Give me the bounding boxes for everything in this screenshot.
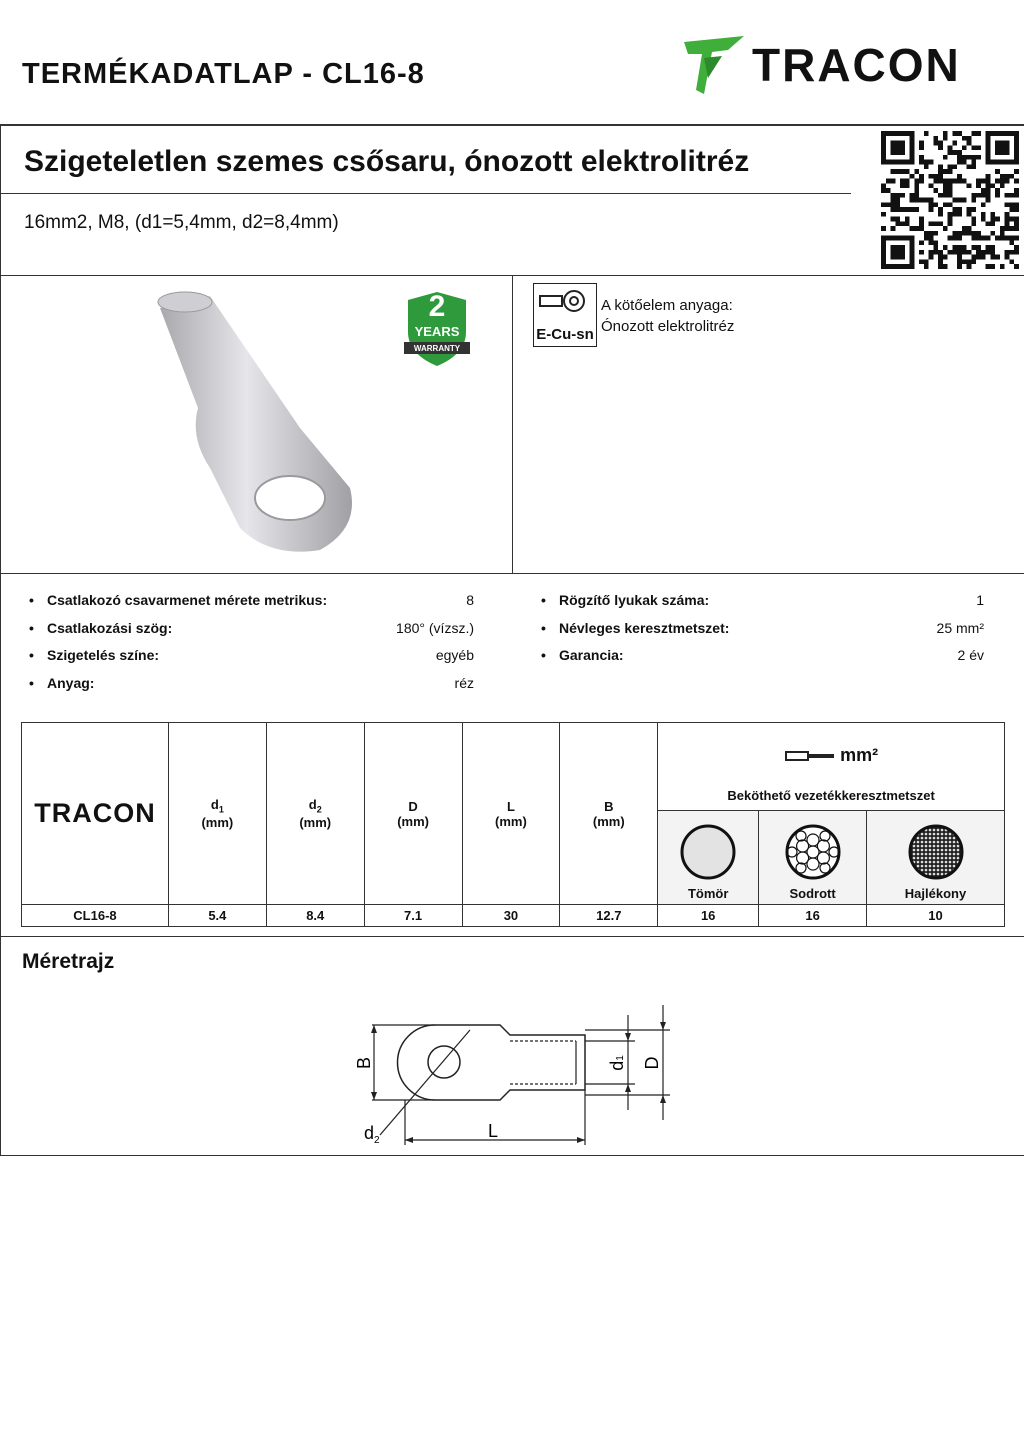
bullet-icon: •	[541, 647, 546, 663]
product-image	[150, 288, 370, 558]
col-header-D: D (mm)	[364, 723, 462, 905]
spec-table	[21, 722, 1005, 927]
bullet-icon: •	[29, 647, 34, 663]
table-cell: 8.4	[266, 905, 364, 927]
table-cell: 12.7	[560, 905, 658, 927]
property-row	[541, 592, 984, 610]
qr-code[interactable]	[881, 131, 1019, 269]
label-D: D	[642, 1056, 662, 1070]
tracon-logo	[682, 36, 1012, 98]
warranty-badge	[402, 290, 472, 368]
warranty-years: YEARS	[414, 324, 460, 339]
flexible-conductor-icon	[908, 824, 964, 880]
material-label-line2: Ónozott elektrolitréz	[601, 318, 735, 335]
divider	[0, 936, 1024, 937]
warranty-label: WARRANTY	[413, 344, 461, 353]
label-L: L	[488, 1121, 499, 1141]
product-title: Szigeteletlen szemes csősaru, ónozott elektrolitréz	[24, 145, 750, 178]
property-row	[29, 620, 474, 638]
drawing-title: Méretrajz	[22, 950, 115, 973]
document-title: TERMÉKADATLAP - CL16-8	[22, 58, 425, 90]
conductor-stranded: Sodrott	[759, 811, 867, 905]
material-code: E-Cu-sn	[536, 326, 594, 343]
bullet-icon: •	[541, 619, 546, 636]
cross-section-unit: mm²	[840, 745, 879, 765]
label-B: B	[354, 1056, 374, 1070]
divider	[0, 124, 1, 1156]
bullet-icon: •	[29, 619, 34, 636]
tracon-logo-text: TRACON	[752, 39, 961, 91]
col-header-d2: $d_2$ (mm)	[266, 723, 364, 905]
tracon-logo-icon	[682, 36, 746, 98]
material-label-line1: A kötőelem anyaga:	[601, 297, 733, 314]
table-cell: 16	[759, 905, 867, 927]
property-key: Névleges keresztmetszet:	[559, 619, 730, 636]
property-key: Rögzítő lyukak száma:	[559, 592, 710, 608]
col-header-B: B (mm)	[560, 723, 658, 905]
property-row	[541, 620, 984, 638]
property-key: Garancia:	[559, 647, 624, 663]
product-subtitle: 16mm2, M8, (d1=5,4mm, d2=8,4mm)	[24, 212, 339, 233]
property-row	[29, 592, 474, 610]
property-row	[29, 647, 474, 665]
bullet-icon: •	[29, 592, 34, 608]
material-icon-box	[533, 283, 597, 347]
bullet-icon: •	[29, 674, 34, 691]
property-row	[29, 675, 474, 693]
solid-conductor-icon	[680, 824, 736, 880]
property-value: egyéb	[435, 647, 474, 663]
table-cell: 16	[658, 905, 759, 927]
property-key: Szigetelés színe:	[47, 647, 160, 663]
table-row	[22, 905, 1005, 927]
warranty-number: 2	[428, 290, 446, 323]
divider	[0, 124, 1024, 126]
property-value: 2 év	[957, 647, 984, 663]
property-value: 8	[466, 592, 474, 608]
property-value: réz	[454, 674, 474, 691]
table-brand-cell	[22, 723, 169, 905]
lug-icon	[534, 284, 596, 318]
conductor-flexible: Hajlékony	[867, 811, 1005, 905]
col-header-L: L (mm)	[462, 723, 560, 905]
property-value: 25 mm²	[936, 619, 984, 636]
divider	[0, 1155, 1024, 1156]
stranded-conductor-icon	[785, 824, 841, 880]
table-cell: CL16-8	[22, 905, 169, 927]
property-value: 180° (vízsz.)	[396, 619, 474, 636]
table-brand: TRACON	[34, 798, 156, 828]
property-value: 1	[976, 592, 984, 608]
property-key: Anyag:	[47, 674, 95, 691]
bullet-icon: •	[541, 592, 546, 608]
table-cell: 30	[462, 905, 560, 927]
material-label	[601, 295, 734, 337]
property-key: Csatlakozási szög:	[47, 619, 173, 636]
conductor-solid: Tömör	[658, 811, 759, 905]
divider	[0, 193, 851, 194]
label-d1: d1	[607, 1055, 627, 1071]
wire-icon	[784, 749, 836, 763]
property-row	[541, 647, 984, 665]
table-cell: 5.4	[168, 905, 266, 927]
divider	[0, 573, 1024, 574]
cross-section-header	[658, 723, 1005, 811]
divider	[512, 275, 513, 573]
cross-section-title: Beköthető vezetékkeresztmetszet	[727, 788, 935, 803]
table-cell: 7.1	[364, 905, 462, 927]
col-header-d1: $d_1$ (mm)	[168, 723, 266, 905]
property-key: Csatlakozó csavarmenet mérete metrikus:	[47, 592, 328, 608]
table-cell: 10	[867, 905, 1005, 927]
dimension-drawing	[340, 995, 680, 1150]
label-d2: $d_2$	[364, 1123, 380, 1146]
